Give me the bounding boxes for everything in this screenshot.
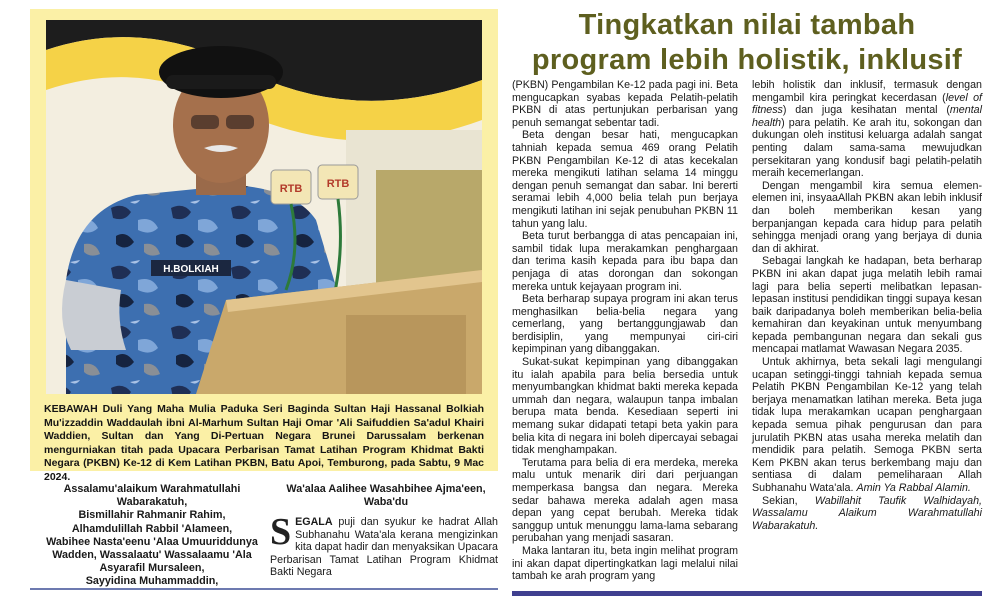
- reply-line-2: Waba'du: [363, 496, 409, 509]
- opening-text: puji dan syukur ke hadrat Allah Subhanahu Wata'ala kerana mengizinkan kita dapat hadir dan menyaksikan Upacara Perbarisan Tamat Latihan Program Khidmat Bakti Negara: [270, 516, 498, 579]
- paragraph: Beta dengan besar hati, mengucapkan tahniah kepada semua 469 orang Pelatih PKBN Pengambilan Ke-12 di atas kecekalan mereka mengikuti latihan selama 14 minggu dengan penuh semangat dan sabar. Ini bererti seramai lebih 4,000 belia telah pun berjaya mengikuti latihan ini sejak penubuhan PKBN 11 tahun yang lalu.: [512, 129, 738, 230]
- headline-line-1: Tingkatkan nilai tambah: [578, 9, 916, 41]
- opening-paragraph: [270, 511, 498, 579]
- paragraph: lebih holistik dan inklusif, termasuk dengan mengambil kira peringkat kecerdasan (level of fitness) dan juga kesihatan mental (mental health) para pelatih. Ke arah itu, sokongan dan dukungan oleh institusi keluarga adalah sangat penting dalam sama-sama mewujudkan persekitaran yang kondusif bagi pelatih-pelatih meraih kecemerlangan.: [752, 79, 982, 180]
- reply-line-1: Wa'alaa Aalihee Wasahbihee Ajma'een,: [286, 483, 486, 495]
- paragraph: Maka lantaran itu, beta ingin melihat program ini akan dapat dipertingkatkan lagi melalui nilai tambah ke arah program yang: [512, 544, 738, 583]
- greeting-line: Bismillahir Rahmanir Rahim,: [78, 509, 226, 522]
- drop-cap: S: [270, 511, 292, 553]
- bottom-rule-right: [512, 591, 982, 596]
- greeting-line: Alhamdulillah Rabbil 'Alameen,: [71, 522, 233, 535]
- paragraph: (PKBN) Pengambilan Ke-12 pada pagi ini. Beta mengucapkan syabas kepada Pelatih-pelatih PKBN di atas pertunjukan perbarisan yang penuh semangat sebentar tadi.: [512, 79, 738, 129]
- paragraph: Sebagai langkah ke hadapan, beta berharap PKBN ini akan dapat juga melatih lebih ramai lagi para belia seperti melibatkan lepasan-lepasan institusi pendidikan tinggi supaya kesan baik daripadanya boleh memberikan belia-belia kemahiran dan keyakinan untuk menyumbang kepada pembangunan negara dan sekali gus mencapai matlamat Wawasan Negara 2035.: [752, 255, 982, 356]
- paragraph: Beta turut berbangga di atas pencapaian ini, sambil tidak lupa merakamkan penghargaan dan terima kasih kepada para ibu bapa dan penjaga di atas dorongan dan sokongan mereka untuk kejayaan program ini.: [512, 230, 738, 293]
- opening-lead: EGALA: [295, 516, 333, 528]
- mic-label-2: RTB: [326, 178, 350, 190]
- article-column-3: [752, 79, 982, 532]
- news-photo: [46, 20, 482, 394]
- greeting-line: Asyarafil Mursaleen,: [99, 562, 205, 575]
- paragraph: Terutama para belia di era merdeka, mereka malu untuk menarik diri dari perjuangan memperkasa bangsa dan negara. Mereka sedar bahawa mereka adalah agen masa depan yang cepat berubah. Mereka tidak sanggup untuk menunggu lama-lama sebarang perubahan yang menjadi sasaran.: [512, 456, 738, 545]
- caption-text: KEBAWAH Duli Yang Maha Mulia Paduka Seri Baginda Sultan Haji Hassanal Bolkiah Mu'izzaddin Waddaulah ibni Al-Marhum Sultan Haji Omar 'Ali Saifuddien Sa'adul Khairi Waddien, Sultan dan Yang Di-Pertuan Negara Brunei Darussalam berkenan mengurniakan titah pada Upacara Perbarisan Tamat Latihan Program Khidmat Bakti Negara (PKBN) Ke-12 di Kem Latihan PKBN, Batu Apoi, Temburong, pada Sabtu, 9 Mac 2024.: [44, 403, 484, 483]
- paragraph: Sekian, Wabillahit Taufik Walhidayah, Wassalamu Alaikum Warahmatullahi Wabarakatuh.: [752, 494, 982, 532]
- paragraph: Dengan mengambil kira semua elemen-elemen ini, insyaaAllah PKBN akan lebih inklusif dan boleh memberikan kesan yang berpanjangan kepada cara hidup para pelatih sehingga menjadi orang yang berjaya di dunia dan di akhirat.: [752, 179, 982, 255]
- mic-label-1: RTB: [279, 183, 303, 195]
- bottom-rule-left: [30, 588, 498, 598]
- greeting-block: [42, 483, 262, 589]
- article-column-2: [512, 79, 738, 583]
- name-badge: H.BOLKIAH: [163, 264, 219, 275]
- greeting-line: Wabarakatuh,: [116, 496, 188, 509]
- headline-line-2: program lebih holistik, inklusif: [531, 44, 963, 76]
- paragraph: Beta berharap supaya program ini akan terus menghasilkan belia-belia negara yang cemerlang, yang bertanggungjawab dan berdisiplin, yang mempunyai ciri-ciri kepimpinan yang dibanggakan.: [512, 293, 738, 356]
- paragraph: Sukat-sukat kepimpinan yang dibanggakan itu ialah apabila para belia bersedia untuk menyumbangkan khidmat bakti mereka kepada ummah dan negara, walaupun tanpa imbalan berupa mata benda. Kesediaan seperti ini memang sukar didapati tetapi beta yakin para belia kita di negara ini boleh dipercayai sebagai tidak menghampakan.: [512, 356, 738, 457]
- greeting-line: Wadden, Wassalaatu' Wassalaamu 'Ala: [52, 549, 252, 562]
- reply-block: [266, 483, 506, 509]
- greeting-line: Wabihee Nasta'eenu 'Alaa Umuuriddunya: [46, 535, 258, 548]
- photo-caption: [44, 403, 484, 485]
- paragraph: Untuk akhirnya, beta sekali lagi mengulangi ucapan setinggi-tinggi tahniah kepada semua Pelatih PKBN Pengambilan Ke-12 yang telah berjaya menamatkan latihan mereka. Beta juga tidak lupa merakamkan ucapan penghargaan kepada semua pihak pengurusan dan para jurulatih PKBN atas usaha mereka melatih dan mendidik para pelatih. Semoga PKBN serta Kem PKBN akan terus berkembang maju dan sentiasa di dalam pemeliharaan Allah Subhanahu Wata'ala. Amin Ya Rabbal Alamin.: [752, 356, 982, 494]
- photo-illustration: [46, 20, 482, 394]
- headline: [512, 8, 982, 78]
- greeting-line: Assalamu'alaikum Warahmatullahi: [63, 483, 241, 495]
- greeting-line: Sayyidina Muhammaddin,: [85, 575, 219, 588]
